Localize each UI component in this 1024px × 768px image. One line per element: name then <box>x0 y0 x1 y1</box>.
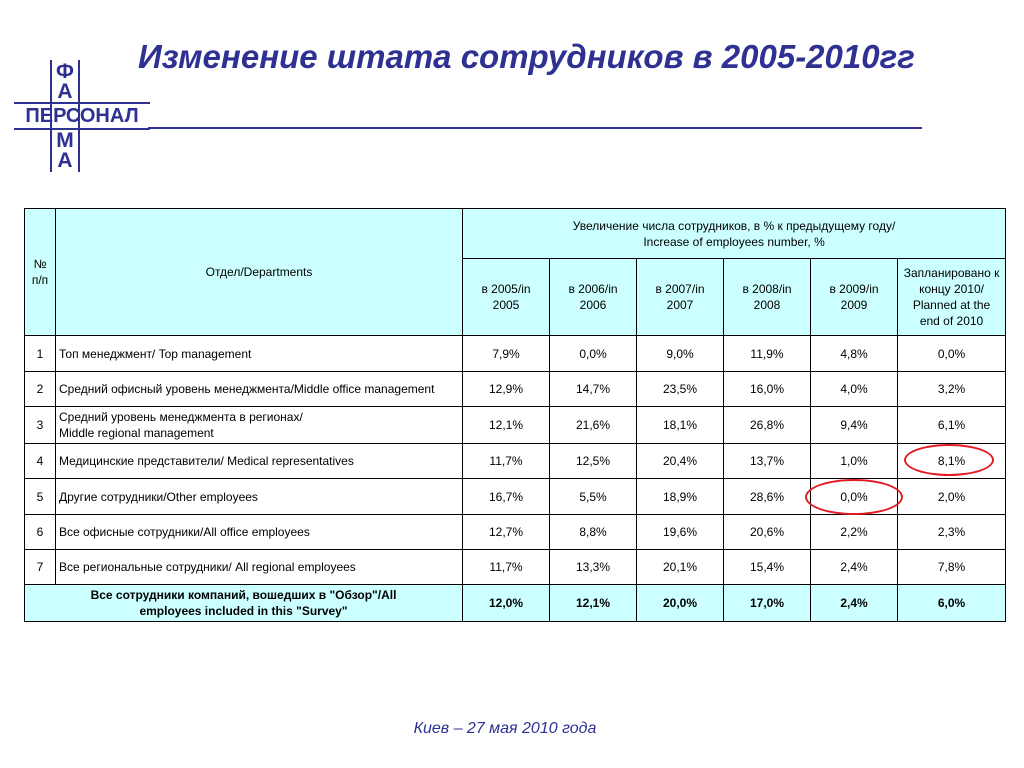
value-cell: 4,8% <box>811 336 898 372</box>
header-year-5 <box>898 259 1006 336</box>
value-cell: 8,1% <box>898 444 1006 479</box>
total-label <box>25 585 463 622</box>
highlight-circle <box>805 479 903 515</box>
value-cell: 16,0% <box>724 372 811 407</box>
value-cell: 0,0% <box>811 479 898 515</box>
header-year-line: концу 2010/ <box>919 282 984 296</box>
header-year-line: Запланировано к <box>903 266 1000 280</box>
logo-line <box>14 128 150 130</box>
row-department <box>56 550 463 585</box>
header-year-line: в 2007/in <box>655 282 705 296</box>
value-cell: 8,8% <box>550 515 637 550</box>
header-group-line: Increase of employees number, % <box>643 234 825 249</box>
value-cell: 11,9% <box>724 336 811 372</box>
row-department <box>56 444 463 479</box>
value-cell: 23,5% <box>637 372 724 407</box>
row-number: 1 <box>25 336 56 372</box>
table-row <box>25 336 1006 372</box>
value-cell: 11,7% <box>463 550 550 585</box>
value-cell: 12,1% <box>463 407 550 444</box>
department-line: Middle regional management <box>59 426 214 440</box>
row-department <box>56 407 463 444</box>
row-number: 3 <box>25 407 56 444</box>
logo-letter: Ф <box>56 60 74 83</box>
table-row <box>25 372 1006 407</box>
value-cell: 2,3% <box>898 515 1006 550</box>
value-cell: 9,0% <box>637 336 724 372</box>
total-value-cell: 12,1% <box>550 585 637 622</box>
header-group-line: Увеличение числа сотрудников, в % к предыдущему году/ <box>572 218 896 233</box>
value-cell: 6,1% <box>898 407 1006 444</box>
header-num: № п/п <box>25 209 56 336</box>
logo-letter: А <box>57 80 73 103</box>
header-year-line: end of 2010 <box>919 314 984 328</box>
header-year-line: 2007 <box>666 298 694 312</box>
highlight-circle <box>904 444 994 476</box>
value-cell: 0,0% <box>550 336 637 372</box>
value-cell: 18,1% <box>637 407 724 444</box>
value-cell: 9,4% <box>811 407 898 444</box>
total-value-cell: 17,0% <box>724 585 811 622</box>
value-cell: 28,6% <box>724 479 811 515</box>
header-department: Отдел/Departments <box>56 209 463 336</box>
department-line: Средний уровень менеджмента в регионах/ <box>59 410 303 424</box>
row-department <box>56 336 463 372</box>
value-cell: 0,0% <box>898 336 1006 372</box>
value-cell: 12,5% <box>550 444 637 479</box>
department-line: Топ менеджмент/ Top management <box>59 346 252 361</box>
header-year-line: 2008 <box>753 298 781 312</box>
title-underline <box>148 127 922 129</box>
row-number: 4 <box>25 444 56 479</box>
value-cell: 4,0% <box>811 372 898 407</box>
value-cell: 11,7% <box>463 444 550 479</box>
header-year-line: в 2008/in <box>742 282 792 296</box>
value-cell: 13,7% <box>724 444 811 479</box>
total-value-cell: 6,0% <box>898 585 1006 622</box>
logo-letter: М <box>56 129 74 152</box>
logo-letter: А <box>57 149 73 172</box>
value-cell: 2,0% <box>898 479 1006 515</box>
header-year-3 <box>724 259 811 336</box>
value-cell: 21,6% <box>550 407 637 444</box>
row-department <box>56 372 463 407</box>
value-cell: 19,6% <box>637 515 724 550</box>
total-value-cell: 2,4% <box>811 585 898 622</box>
value-cell: 7,8% <box>898 550 1006 585</box>
value-cell: 12,7% <box>463 515 550 550</box>
employees-change-table <box>24 208 1006 622</box>
header-year-line: 2005 <box>492 298 520 312</box>
value-cell: 20,4% <box>637 444 724 479</box>
total-row <box>25 585 1006 622</box>
header-year-line: в 2009/in <box>829 282 879 296</box>
header-year-line: в 2005/in <box>481 282 531 296</box>
department-line: Другие сотрудники/Other employees <box>59 489 258 504</box>
header-group <box>463 209 1006 259</box>
row-number: 7 <box>25 550 56 585</box>
value-cell: 2,4% <box>811 550 898 585</box>
page-title: Изменение штата сотрудников в 2005-2010гг <box>138 38 915 75</box>
table-row <box>25 550 1006 585</box>
value-cell: 26,8% <box>724 407 811 444</box>
value-cell: 15,4% <box>724 550 811 585</box>
department-line: Все региональные сотрудники/ All regional employees <box>59 560 356 574</box>
value-cell: 5,5% <box>550 479 637 515</box>
table-row <box>25 515 1006 550</box>
row-number: 5 <box>25 479 56 515</box>
header-row <box>25 209 1006 259</box>
row-department <box>56 479 463 515</box>
footer-caption: Киев – 27 мая 2010 года <box>413 720 597 737</box>
company-logo <box>10 60 150 172</box>
header-year-2 <box>637 259 724 336</box>
row-number: 6 <box>25 515 56 550</box>
row-department <box>56 515 463 550</box>
value-cell: 2,2% <box>811 515 898 550</box>
logo-line <box>14 102 150 104</box>
value-cell: 7,9% <box>463 336 550 372</box>
value-cell: 20,6% <box>724 515 811 550</box>
value-cell: 20,1% <box>637 550 724 585</box>
total-value-cell: 20,0% <box>637 585 724 622</box>
value-cell: 18,9% <box>637 479 724 515</box>
total-value-cell: 12,0% <box>463 585 550 622</box>
department-line: Средний офисный уровень менеджмента/Middle office management <box>59 382 435 396</box>
header-year-line: 2006 <box>579 298 607 312</box>
value-cell: 16,7% <box>463 479 550 515</box>
department-line: Медицинские представители/ Medical representatives <box>59 454 354 468</box>
department-line: Все офисные сотрудники/All office employees <box>59 525 310 539</box>
table-row <box>25 444 1006 479</box>
header-year-4 <box>811 259 898 336</box>
header-year-1 <box>550 259 637 336</box>
row-number: 2 <box>25 372 56 407</box>
value-cell: 1,0% <box>811 444 898 479</box>
value-cell: 14,7% <box>550 372 637 407</box>
value-cell: 3,2% <box>898 372 1006 407</box>
header-year-0 <box>463 259 550 336</box>
header-year-line: в 2006/in <box>568 282 618 296</box>
table-row <box>25 407 1006 444</box>
header-year-line: 2009 <box>840 298 868 312</box>
value-cell: 13,3% <box>550 550 637 585</box>
total-label-line: employees included in this "Survey" <box>139 604 348 618</box>
total-label-line: Все сотрудники компаний, вошедших в "Обзор"/All <box>90 588 397 602</box>
logo-word: ПЕРСОНАЛ <box>25 105 139 127</box>
value-cell: 12,9% <box>463 372 550 407</box>
header-year-line: Planned at the <box>912 298 991 312</box>
